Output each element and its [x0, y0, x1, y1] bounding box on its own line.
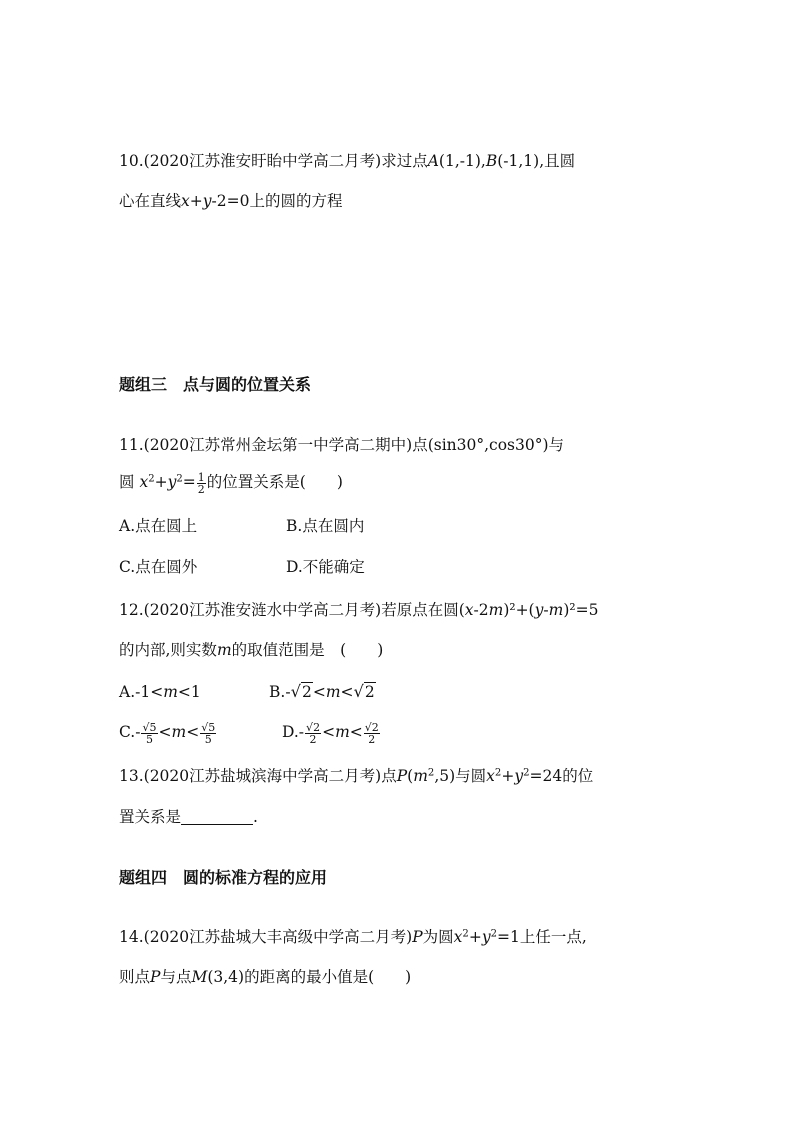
q11-line2: 圆 $x^2+y^2=$ $\frac{1}{2}$ 的位置关系是( ) — [119, 470, 343, 496]
q11-option-d[interactable]: D.不能确定 — [286, 558, 365, 576]
sqrt-symbol: √ — [142, 720, 150, 734]
q14-line2: 则点P与点M(3,4)的距离的最小值是( ) — [119, 968, 412, 986]
fraction-one-half: $\frac{1}{2}$ — [197, 470, 205, 496]
q11-option-c[interactable]: C.点在圆外 — [119, 558, 198, 576]
fraction-sqrt2-over-2: $\frac{√2}{2}$ — [306, 720, 321, 746]
q14-line1: 14.(2020江苏盐城大丰高级中学高二月考)P为圆$x^2+y^2=1$上任一点, — [119, 928, 587, 946]
q12-line1: 12.(2020江苏淮安涟水中学高二月考)若原点在圆(x-2m)²+(y-m)²=5 — [119, 601, 599, 619]
sqrt-symbol: √ — [201, 720, 209, 734]
q11-option-b[interactable]: B.点在圆内 — [286, 517, 365, 535]
sqrt-symbol: √ — [364, 720, 372, 734]
q13-line2: 置关系是 . — [119, 808, 258, 826]
q12-option-d[interactable]: D.- $\frac{√2}{2}$ <m< $\frac{√2}{2}$ — [282, 720, 379, 746]
q10-line2: 心在直线x+y-2=0上的圆的方程 — [119, 192, 343, 210]
group4-heading: 题组四 圆的标准方程的应用 — [119, 868, 328, 887]
q10-line1: 10.(2020江苏淮安盱眙中学高二月考)求过点A(1,-1),B(-1,1),且圆 — [119, 152, 576, 170]
group3-heading: 题组三 点与圆的位置关系 — [119, 375, 312, 394]
q12-line2: 的内部,则实数m的取值范围是 ( ) — [119, 641, 384, 659]
sqrt-symbol: √2 — [290, 682, 312, 701]
q11-option-a[interactable]: A.点在圆上 — [119, 517, 198, 535]
q11-line1: 11.(2020江苏常州金坛第一中学高二期中)点(sin30°,cos30°)与 — [119, 436, 565, 454]
sqrt-symbol: √ — [306, 720, 314, 734]
q12-option-b[interactable]: B.-√2<m<√2 — [269, 682, 375, 701]
q12-option-c[interactable]: C.- $\frac{√5}{5}$ <m< $\frac{√5}{5}$ — [119, 720, 216, 746]
answer-blank[interactable] — [181, 808, 253, 825]
q12-option-a[interactable]: A.-1<m<1 — [119, 683, 201, 701]
fraction-sqrt5-over-5: $\frac{√5}{5}$ — [201, 720, 216, 746]
fraction-sqrt2-over-2: $\frac{√2}{2}$ — [364, 720, 379, 746]
sqrt-symbol: √2 — [353, 682, 375, 701]
fraction-sqrt5-over-5: $\frac{√5}{5}$ — [142, 720, 157, 746]
q13-line1: 13.(2020江苏盐城滨海中学高二月考)点$P(m^2,5)$与圆$x^2+y^2=24$的位 — [119, 767, 594, 785]
